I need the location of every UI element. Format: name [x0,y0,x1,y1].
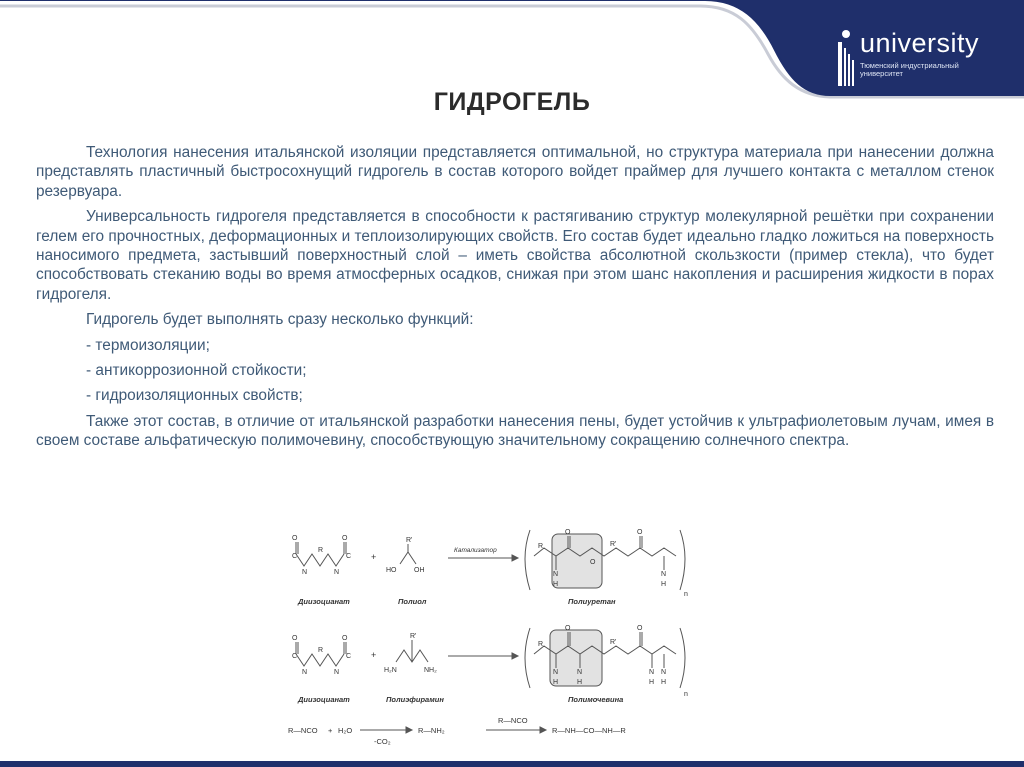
subscript-n: n [684,591,688,598]
row2-diisocyanate [296,642,346,666]
atom-o: O [342,635,348,642]
formula-h2o: H₂O [338,726,353,735]
atom-r: R [538,543,544,550]
label-polyurethane: Полиуретан [568,597,616,606]
reaction-scheme [268,512,698,750]
atom-h: H [553,679,559,686]
paragraph-1: Технология нанесения итальянской изоляции представляется оптимальной, но структура материала при нанесении должна представлять пластичный быстросохнущий гидрогель в состав которого войдет праймер для лучшего контакта с металлом стенок резервуара. [36,144,994,200]
label-diisocyanate-1: Диизоцианат [298,597,350,606]
atom-oh: OH [414,567,425,574]
row1-polyol [400,544,416,564]
atom-h: H [661,581,667,588]
atom-h: H [577,679,583,686]
atom-nh2: NH₂ [424,667,437,674]
paragraph-closing: Также этот состав, в отличие от итальянской разработки нанесения пены, будет устойчив к ультрафиолетовым лучам, имея в своем составе альфатическую полимочевину, способствующую значительному сокращению солнечного спектра. [36,412,994,450]
row2-polyetheramine [396,640,428,662]
paragraph-3: Гидрогель будет выполнять сразу несколько функций: [86,311,474,329]
paragraph-2: Универсальность гидрогеля представляется в способности к растягиванию структур молекулярной решётки при сохранении гелем его прочностных, деформационных и теплоизолирующих свойств. Его состав будет идеально гладко ложиться на поверхность наносимого предмета, застывший поверхностный слой – иметь свойства абсолютной скользкости (пример стекла), что будет способствовать стеканию воды во время атмосферных осадков, снижая при этом шанс накопления и расширения жидкости в порах гидрогеля. [36,208,994,303]
atom-o: O [637,625,643,632]
atom-n: N [553,571,559,578]
atom-n: N [661,669,667,676]
plus-sign: + [371,650,377,660]
formula-urea-product: R—NH—CO—NH—R [552,726,626,735]
formula-r-nco-above: R—NCO [498,716,528,725]
function-item-1: - термоизоляции; [86,336,210,354]
atom-r1: R' [610,541,617,548]
atom-n: N [334,569,340,576]
formula-r-nh2: R—NH₂ [418,726,445,735]
logo-bars-icon [836,30,856,90]
formula-plus: + [328,726,333,735]
atom-o: O [565,529,571,536]
atom-o: O [292,535,298,542]
atom-o: O [590,559,596,566]
atom-c: C [346,553,352,560]
formula-r-nco: R—NCO [288,726,318,735]
row1-diisocyanate [296,542,346,566]
atom-n: N [649,669,655,676]
university-logo [836,18,1016,88]
label-polyol: Полиол [398,597,427,606]
atom-h: H [649,679,655,686]
atom-h: H [553,581,559,588]
logo-word: university [860,28,980,58]
subscript-n: n [684,691,688,698]
atom-r: R [318,647,324,654]
atom-c: C [292,653,298,660]
label-diisocyanate-2: Диизоцианат [298,695,350,704]
function-item-2: - антикоррозионной стойкости; [86,362,307,380]
atom-o: O [637,529,643,536]
formula-co2: -CO₂ [374,737,391,746]
plus-sign: + [371,552,377,562]
atom-o: O [342,535,348,542]
atom-n: N [302,569,308,576]
atom-r1: R' [410,633,417,640]
atom-r: R [538,641,544,648]
atom-o: O [565,625,571,632]
bottom-bar [0,761,1024,767]
atom-ho: HO [386,567,397,574]
function-item-3: - гидроизоляционных свойств; [86,387,303,405]
atom-n: N [661,571,667,578]
atom-h: H [661,679,667,686]
body-text [36,143,994,457]
atom-n: N [302,669,308,676]
atom-h2n: H₂N [384,667,397,674]
atom-c: C [346,653,352,660]
label-polyetheramine: Полиэфирамин [386,695,444,704]
atom-r1: R' [610,639,617,646]
atom-n: N [334,669,340,676]
atom-c: C [292,553,298,560]
atom-o: O [292,635,298,642]
label-polyurea: Полимочевина [568,695,624,704]
atom-r: R [318,547,324,554]
catalyst-label: Катализатор [454,547,497,554]
atom-n: N [553,669,559,676]
logo-subtitle: Тюменский индустриальный университет [860,61,959,78]
page-title: ГИДРОГЕЛЬ [433,88,591,116]
atom-r1: R' [406,537,413,544]
atom-n: N [577,669,583,676]
